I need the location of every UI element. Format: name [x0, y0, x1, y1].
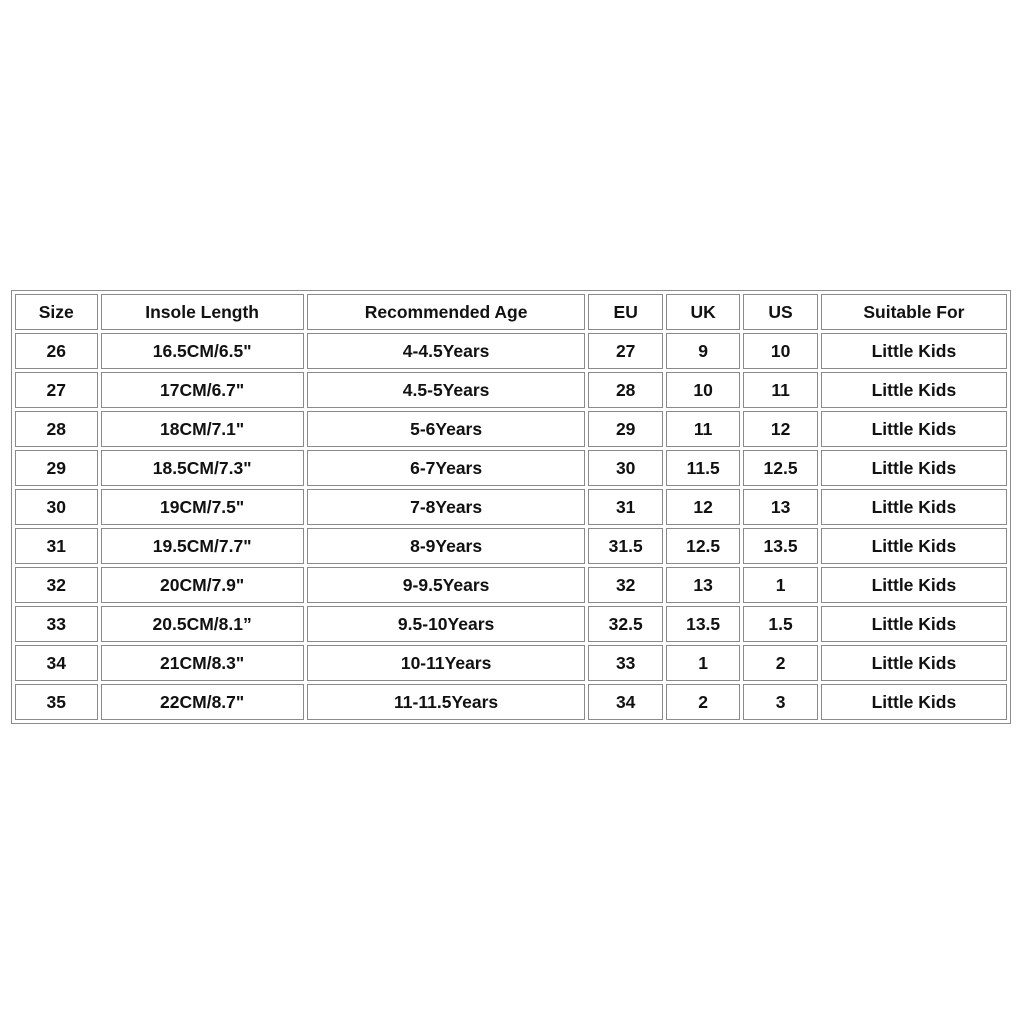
cell-eu: 31.5 — [588, 528, 662, 564]
cell-uk: 12.5 — [666, 528, 740, 564]
cell-eu: 28 — [588, 372, 662, 408]
cell-insole-length: 19.5CM/7.7" — [101, 528, 304, 564]
header-eu: EU — [588, 294, 662, 330]
cell-insole-length: 22CM/8.7" — [101, 684, 304, 720]
cell-uk: 11.5 — [666, 450, 740, 486]
cell-size: 34 — [15, 645, 98, 681]
cell-suitable-for: Little Kids — [821, 567, 1007, 603]
cell-eu: 32.5 — [588, 606, 662, 642]
cell-size: 29 — [15, 450, 98, 486]
cell-recommended-age: 10-11Years — [307, 645, 586, 681]
table-header-row — [15, 294, 1007, 330]
cell-suitable-for: Little Kids — [821, 489, 1007, 525]
cell-eu: 31 — [588, 489, 662, 525]
cell-recommended-age: 5-6Years — [307, 411, 586, 447]
cell-recommended-age: 9.5-10Years — [307, 606, 586, 642]
header-insole-length: Insole Length — [101, 294, 304, 330]
cell-us: 13.5 — [743, 528, 817, 564]
cell-suitable-for: Little Kids — [821, 333, 1007, 369]
cell-us: 12 — [743, 411, 817, 447]
cell-suitable-for: Little Kids — [821, 528, 1007, 564]
cell-eu: 29 — [588, 411, 662, 447]
cell-eu: 33 — [588, 645, 662, 681]
table-row — [15, 684, 1007, 720]
cell-us: 2 — [743, 645, 817, 681]
cell-recommended-age: 6-7Years — [307, 450, 586, 486]
size-chart-table — [11, 290, 1011, 724]
cell-us: 10 — [743, 333, 817, 369]
cell-recommended-age: 4-4.5Years — [307, 333, 586, 369]
cell-us: 12.5 — [743, 450, 817, 486]
cell-eu: 34 — [588, 684, 662, 720]
cell-us: 11 — [743, 372, 817, 408]
cell-uk: 13.5 — [666, 606, 740, 642]
table-row — [15, 372, 1007, 408]
header-us: US — [743, 294, 817, 330]
cell-size: 26 — [15, 333, 98, 369]
cell-size: 28 — [15, 411, 98, 447]
cell-recommended-age: 8-9Years — [307, 528, 586, 564]
cell-suitable-for: Little Kids — [821, 372, 1007, 408]
cell-insole-length: 18CM/7.1" — [101, 411, 304, 447]
cell-uk: 2 — [666, 684, 740, 720]
cell-size: 31 — [15, 528, 98, 564]
cell-suitable-for: Little Kids — [821, 645, 1007, 681]
cell-insole-length: 20.5CM/8.1” — [101, 606, 304, 642]
cell-insole-length: 19CM/7.5" — [101, 489, 304, 525]
header-recommended-age: Recommended Age — [307, 294, 586, 330]
cell-suitable-for: Little Kids — [821, 684, 1007, 720]
table-row — [15, 333, 1007, 369]
cell-uk: 11 — [666, 411, 740, 447]
cell-suitable-for: Little Kids — [821, 450, 1007, 486]
cell-suitable-for: Little Kids — [821, 411, 1007, 447]
cell-us: 3 — [743, 684, 817, 720]
table-row — [15, 450, 1007, 486]
cell-eu: 27 — [588, 333, 662, 369]
cell-recommended-age: 4.5-5Years — [307, 372, 586, 408]
cell-eu: 30 — [588, 450, 662, 486]
cell-suitable-for: Little Kids — [821, 606, 1007, 642]
cell-size: 32 — [15, 567, 98, 603]
cell-us: 1 — [743, 567, 817, 603]
cell-insole-length: 21CM/8.3" — [101, 645, 304, 681]
cell-us: 1.5 — [743, 606, 817, 642]
header-suitable-for: Suitable For — [821, 294, 1007, 330]
cell-recommended-age: 7-8Years — [307, 489, 586, 525]
cell-uk: 13 — [666, 567, 740, 603]
cell-us: 13 — [743, 489, 817, 525]
header-size: Size — [15, 294, 98, 330]
cell-size: 27 — [15, 372, 98, 408]
cell-uk: 9 — [666, 333, 740, 369]
cell-eu: 32 — [588, 567, 662, 603]
cell-uk: 1 — [666, 645, 740, 681]
cell-size: 33 — [15, 606, 98, 642]
cell-size: 35 — [15, 684, 98, 720]
cell-insole-length: 16.5CM/6.5" — [101, 333, 304, 369]
table-row — [15, 645, 1007, 681]
cell-uk: 10 — [666, 372, 740, 408]
cell-recommended-age: 9-9.5Years — [307, 567, 586, 603]
cell-insole-length: 20CM/7.9" — [101, 567, 304, 603]
cell-size: 30 — [15, 489, 98, 525]
cell-uk: 12 — [666, 489, 740, 525]
header-uk: UK — [666, 294, 740, 330]
table-row — [15, 567, 1007, 603]
table-row — [15, 489, 1007, 525]
cell-insole-length: 17CM/6.7" — [101, 372, 304, 408]
table-row — [15, 411, 1007, 447]
table-row — [15, 606, 1007, 642]
cell-recommended-age: 11-11.5Years — [307, 684, 586, 720]
cell-insole-length: 18.5CM/7.3" — [101, 450, 304, 486]
table-row — [15, 528, 1007, 564]
